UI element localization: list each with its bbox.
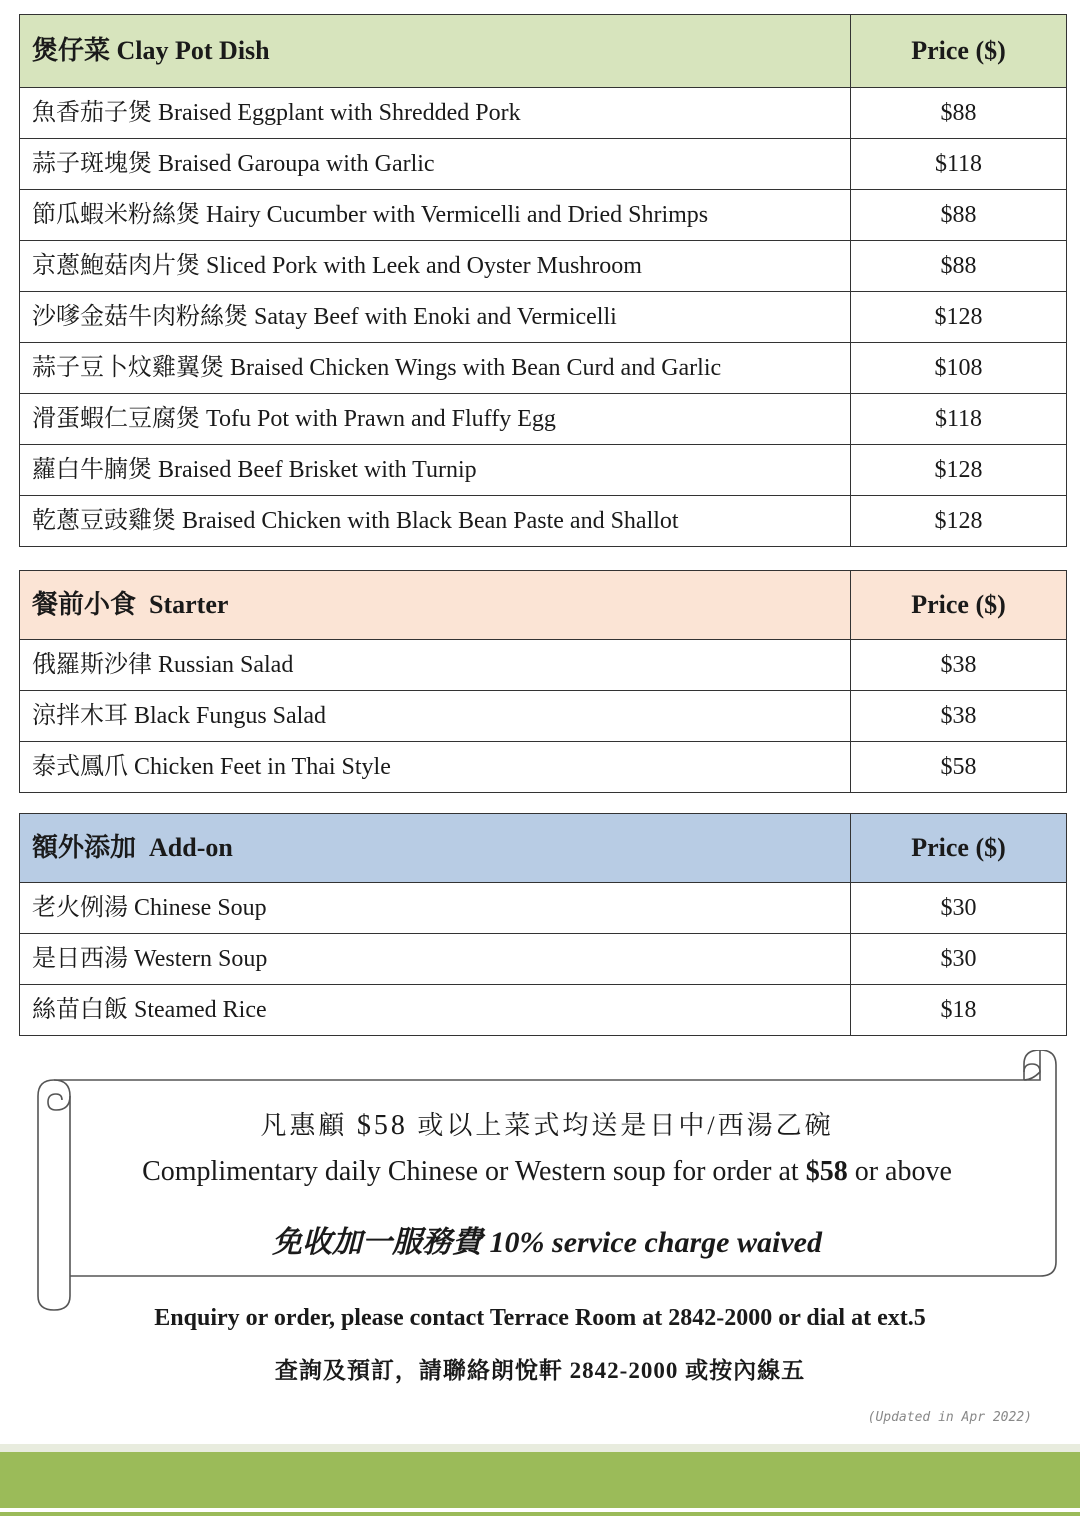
item-price: $58 xyxy=(851,742,1067,793)
item-name: 老火例湯 Chinese Soup xyxy=(20,883,851,934)
item-price: $108 xyxy=(851,343,1067,394)
contact-chinese: 查詢及預訂，請聯絡朗悅軒 2842-2000 或按內線五 xyxy=(274,1358,806,1383)
menu-item xyxy=(20,985,1067,1036)
item-price: $88 xyxy=(851,88,1067,139)
menu-item xyxy=(20,496,1067,547)
section-title-zh: 煲仔菜 xyxy=(32,36,111,65)
item-price: $38 xyxy=(851,691,1067,742)
item-price: $118 xyxy=(851,394,1067,445)
item-price: $128 xyxy=(851,496,1067,547)
menu-item xyxy=(20,742,1067,793)
menu-item xyxy=(20,934,1067,985)
section-title xyxy=(20,814,851,883)
item-price: $88 xyxy=(851,241,1067,292)
promo-chinese: 凡惠顧 $58 或以上菜式均送是日中/西湯乙碗 xyxy=(260,1110,834,1141)
item-name: 京蔥鮑菇肉片煲 Sliced Pork with Leek and Oyster Mushroom xyxy=(20,241,851,292)
item-name: 節瓜蝦米粉絲煲 Hairy Cucumber with Vermicelli and Dried Shrimps xyxy=(20,190,851,241)
section-title-en: Starter xyxy=(149,590,229,619)
menu-item xyxy=(20,241,1067,292)
claypot-table xyxy=(19,14,1067,547)
menu-item xyxy=(20,691,1067,742)
contact-english: Enquiry or order, please contact Terrace Room at 2842-2000 or dial at ext.5 xyxy=(154,1305,926,1331)
item-name: 蒜子斑塊煲 Braised Garoupa with Garlic xyxy=(20,139,851,190)
item-name: 絲苗白飯 Steamed Rice xyxy=(20,985,851,1036)
promo-english: Complimentary daily Chinese or Western soup for order at $58 or above xyxy=(142,1156,952,1187)
menu-item xyxy=(20,394,1067,445)
item-price: $30 xyxy=(851,934,1067,985)
footer-band-bottom xyxy=(0,1512,1080,1516)
item-price: $128 xyxy=(851,445,1067,496)
footer-band xyxy=(0,1452,1080,1508)
section-title-en: Clay Pot Dish xyxy=(116,36,270,65)
item-name: 是日西湯 Western Soup xyxy=(20,934,851,985)
item-name: 魚香茄子煲 Braised Eggplant with Shredded Pork xyxy=(20,88,851,139)
price-header: Price ($) xyxy=(851,814,1067,883)
section-title-en: Add-on xyxy=(149,833,233,862)
item-name: 沙嗲金菇牛肉粉絲煲 Satay Beef with Enoki and Vermicelli xyxy=(20,292,851,343)
service-charge-note: 免收加一服務費 10% service charge waived xyxy=(272,1226,822,1259)
item-name: 蒜子豆卜炆雞翼煲 Braised Chicken Wings with Bean Curd and Garlic xyxy=(20,343,851,394)
menu-item xyxy=(20,445,1067,496)
starter-table xyxy=(19,570,1067,793)
addon-table xyxy=(19,813,1067,1036)
menu-item xyxy=(20,343,1067,394)
updated-note: (Updated in Apr 2022) xyxy=(867,1410,1032,1425)
menu-item xyxy=(20,640,1067,691)
section-title xyxy=(20,15,851,88)
item-price: $18 xyxy=(851,985,1067,1036)
item-price: $118 xyxy=(851,139,1067,190)
menu-item xyxy=(20,88,1067,139)
section-title-zh: 額外添加 xyxy=(32,833,137,862)
item-price: $38 xyxy=(851,640,1067,691)
item-name: 泰式鳳爪 Chicken Feet in Thai Style xyxy=(20,742,851,793)
item-name: 乾蔥豆豉雞煲 Braised Chicken with Black Bean Paste and Shallot xyxy=(20,496,851,547)
section-title xyxy=(20,571,851,640)
promo-scroll xyxy=(36,1050,1058,1310)
menu-item xyxy=(20,139,1067,190)
item-name: 涼拌木耳 Black Fungus Salad xyxy=(20,691,851,742)
section-title-zh: 餐前小食 xyxy=(32,590,137,619)
starter-header-row xyxy=(20,571,1067,640)
footer-band-light xyxy=(0,1444,1080,1452)
price-header: Price ($) xyxy=(851,15,1067,88)
item-name: 俄羅斯沙律 Russian Salad xyxy=(20,640,851,691)
item-price: $88 xyxy=(851,190,1067,241)
item-name: 蘿白牛腩煲 Braised Beef Brisket with Turnip xyxy=(20,445,851,496)
addon-header-row xyxy=(20,814,1067,883)
menu-item xyxy=(20,883,1067,934)
menu-item xyxy=(20,190,1067,241)
claypot-header-row xyxy=(20,15,1067,88)
price-header: Price ($) xyxy=(851,571,1067,640)
item-price: $30 xyxy=(851,883,1067,934)
menu-item xyxy=(20,292,1067,343)
item-name: 滑蛋蝦仁豆腐煲 Tofu Pot with Prawn and Fluffy Egg xyxy=(20,394,851,445)
item-price: $128 xyxy=(851,292,1067,343)
